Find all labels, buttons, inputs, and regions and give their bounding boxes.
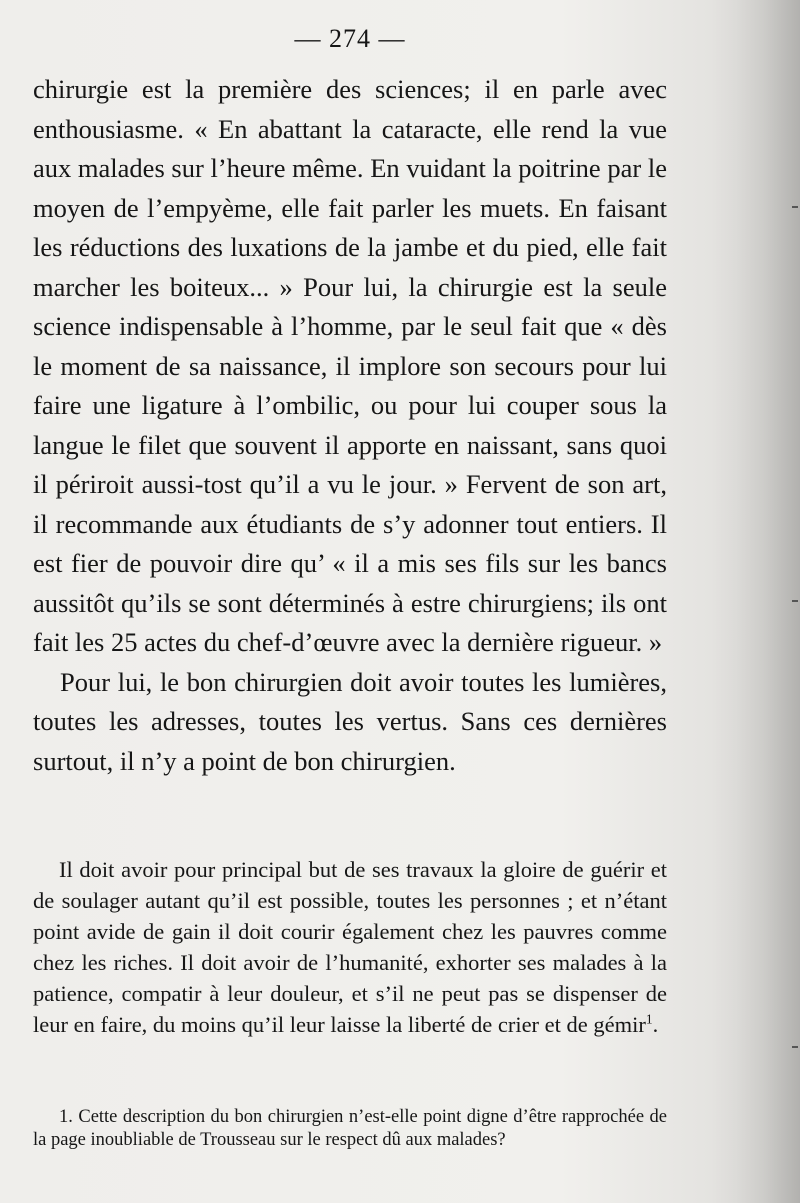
paragraph-1: chirurgie est la première des sciences; il en parle avec enthousiasme. « En abattant la cataracte, elle rend la vue aux malades sur l’heure même. En vuidant la poitrine par le moyen de l’empyème, elle fait parler les muets. En faisant les réductions des luxations de la jambe et du pied, elle fait marcher les boiteux... » Pour lui, la chirurgie est la seule science indispensable à l’homme, par le seul fait que « dès le moment de sa naissance, il implore son secours pour lui faire une ligature à l’ombilic, ou pour lui couper sous la langue le filet que souvent il apporte en naissant, sans quoi il périroit aussi-tost qu’il a vu le jour. » Fervent de son art, il recommande aux étudiants de s’y adonner tout entiers. Il est fier de pouvoir dire qu’ « il a mis ses fils sur les bancs aussitôt qu’ils se sont déterminés à estre chirurgiens; ils ont fait les 25 actes du chef-d’œuvre avec la dernière rigueur. » bbox=[33, 74, 667, 657]
quoted-passage bbox=[33, 854, 667, 1040]
main-text bbox=[33, 70, 667, 781]
quote-end: . bbox=[652, 1012, 659, 1037]
edge-mark bbox=[792, 600, 798, 602]
quote-paragraph bbox=[33, 854, 667, 1040]
edge-mark bbox=[792, 206, 798, 208]
page-number: — 274 — bbox=[294, 24, 406, 53]
footnote bbox=[33, 1106, 667, 1152]
footnote-text: 1. Cette description du bon chirurgien n’est-elle point digne d’être rapprochée de la page inoubliable de Trousseau sur le respect dû aux malades? bbox=[33, 1107, 667, 1150]
gutter-shadow bbox=[710, 0, 800, 1203]
paragraph-2: Pour lui, le bon chirurgien doit avoir toutes les lumières, toutes les adresses, toutes les vertus. Sans ces dernières surtout, il n’y a point de bon chirurgien. bbox=[33, 666, 667, 776]
footnote-reference[interactable]: 1 bbox=[645, 1011, 653, 1027]
quote-text: Il doit avoir pour principal but de ses travaux la gloire de guérir et de soulager autant qu’il est possible, toutes les personnes ; et n’étant point avide de gain il doit courir également chez les pauvres comme chez les riches. Il doit avoir de l’humanité, exhorter ses malades à la patience, compatir à leur douleur, et s’il ne peut pas se dispenser de leur en faire, du moins qu’il leur laisse la liberté de crier et de gémir bbox=[33, 857, 667, 1037]
edge-mark bbox=[792, 1046, 798, 1048]
